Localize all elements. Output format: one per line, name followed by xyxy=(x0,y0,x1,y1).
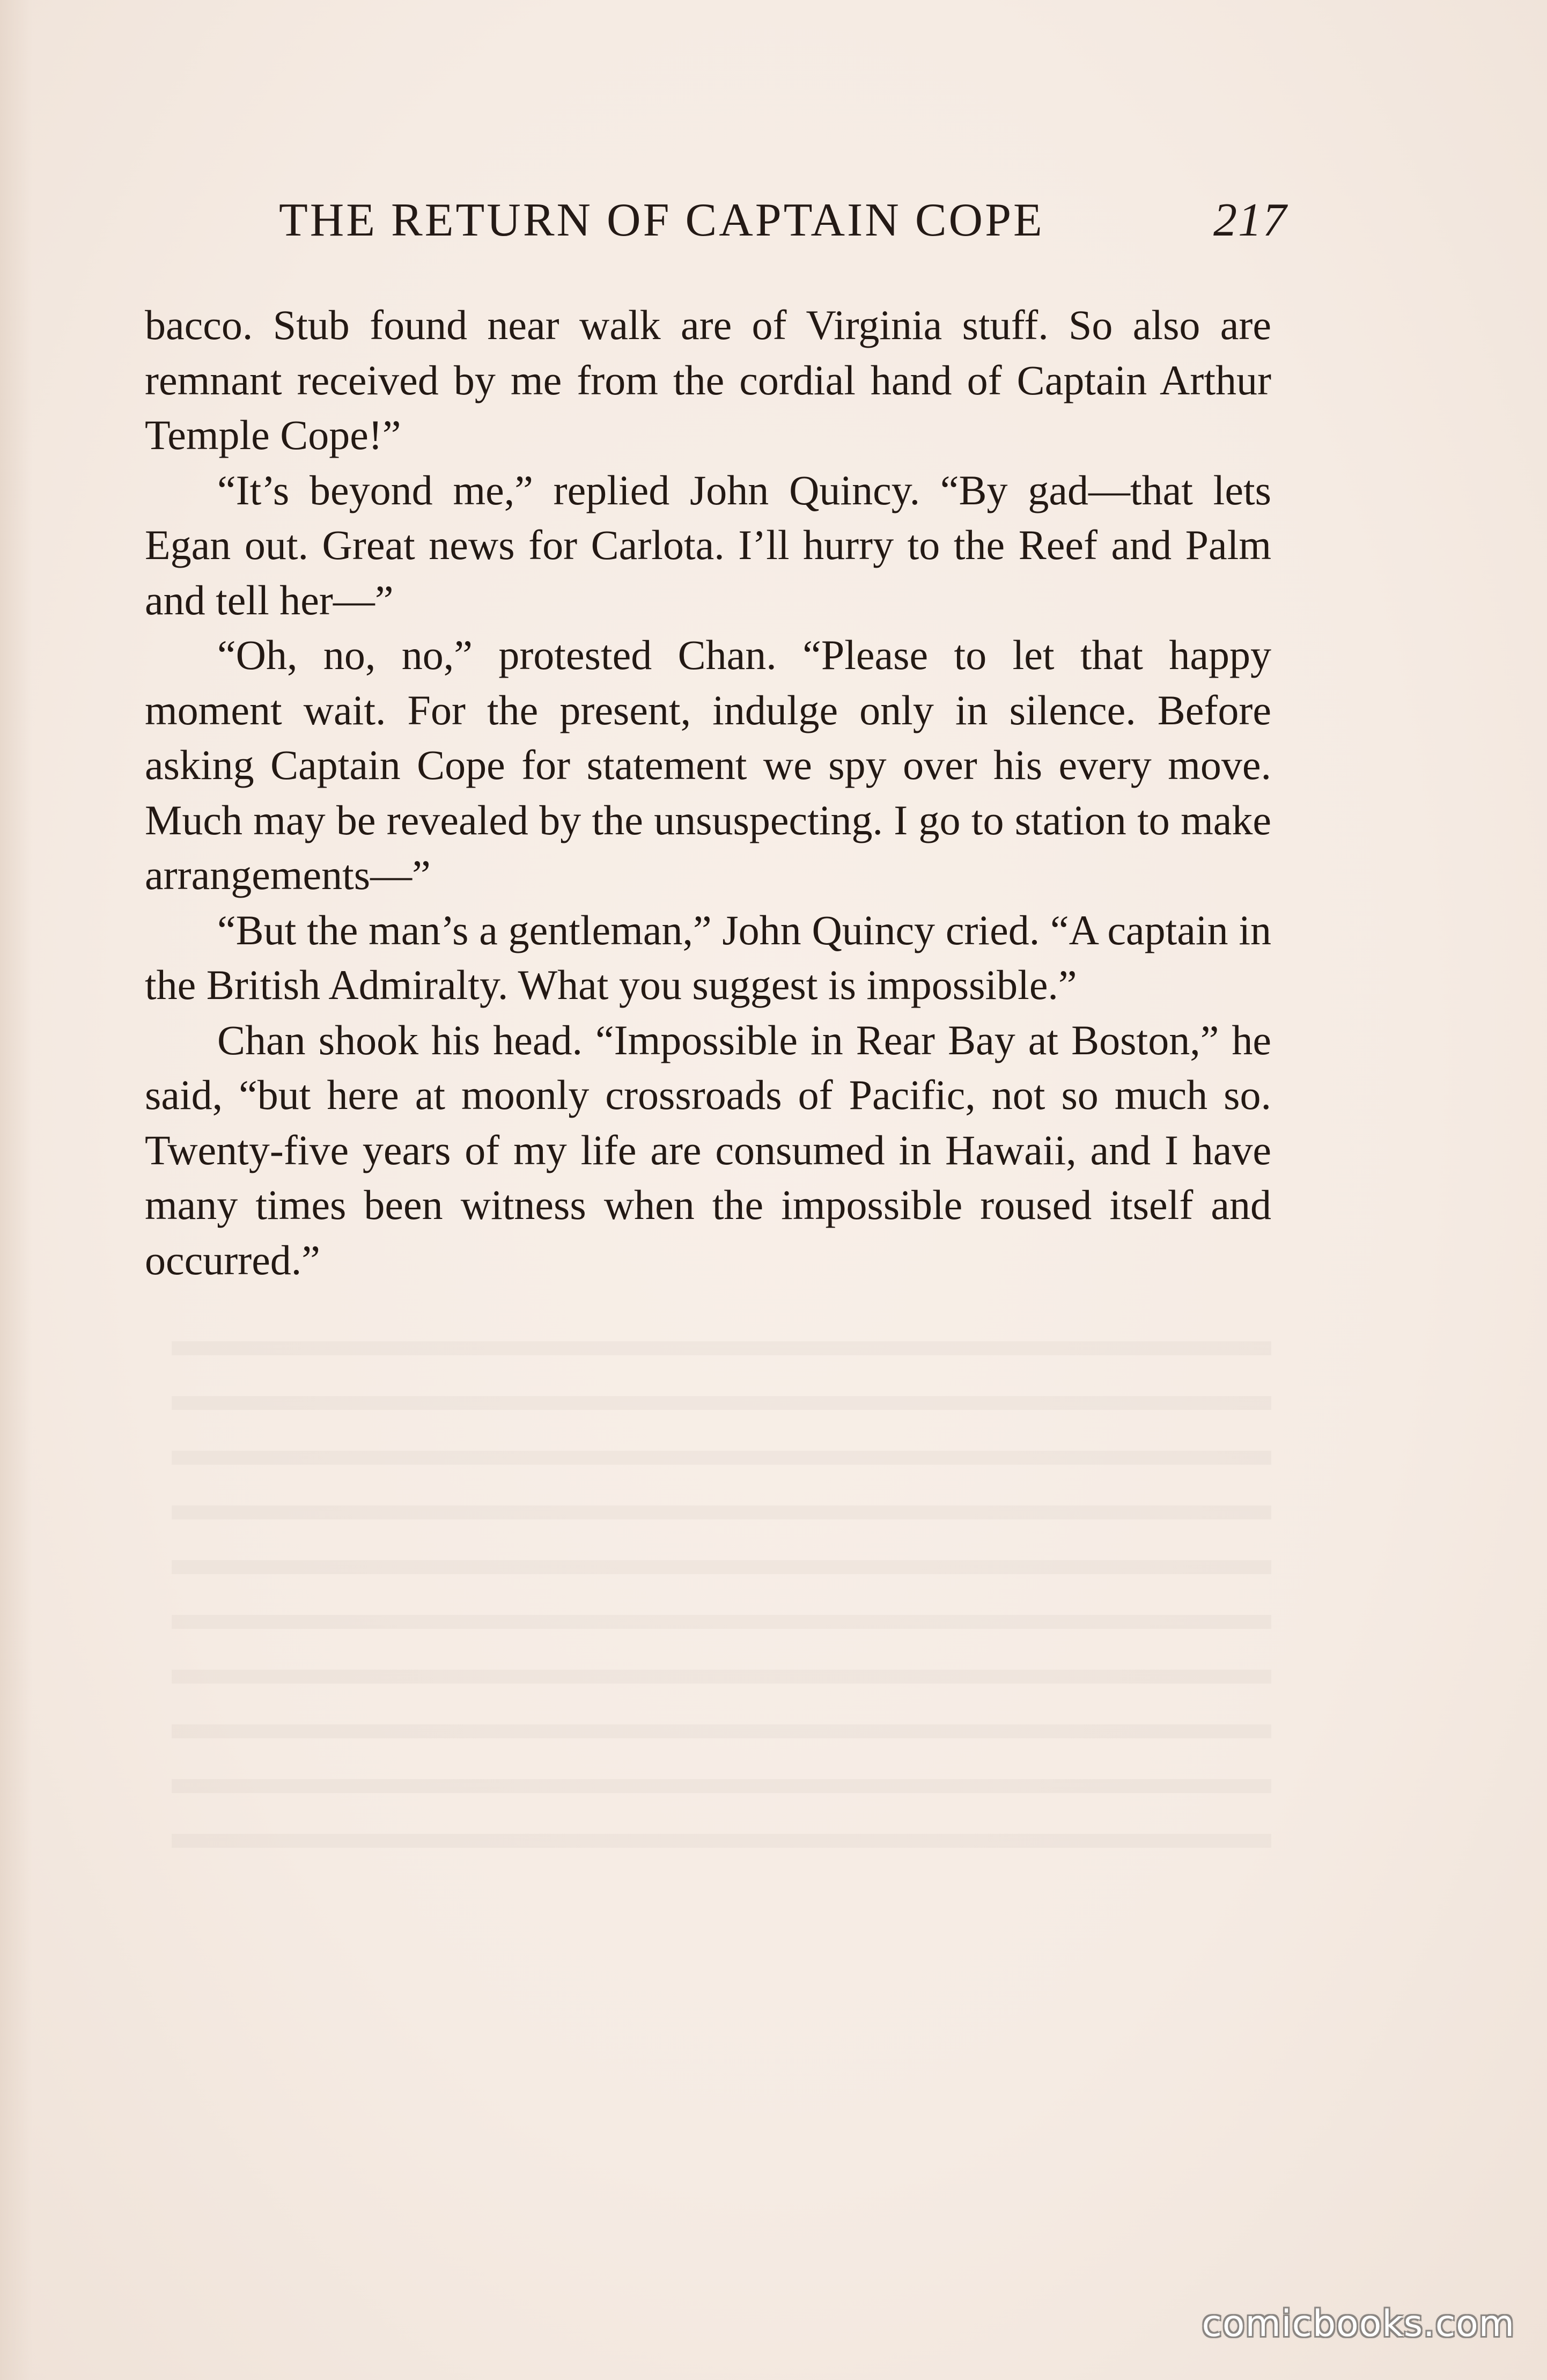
page-number: 217 xyxy=(1213,194,1287,246)
paragraph: Chan shook his head. “Impossible in Rear Bay at Boston,” he said, “but here at moonly crossroads of Pacific, not so much so. Twenty-five years of my life are consumed in Hawaii, and I have many times been witness when the impossible roused itself and occurred.” xyxy=(145,1016,1271,1283)
page-edge-shadow xyxy=(0,0,32,2380)
body-text xyxy=(145,298,1271,1288)
paragraph: “It’s beyond me,” replied John Quincy. “By gad—that lets Egan out. Great news for Carlota. I’ll hurry to the Reef and Palm and tell her—” xyxy=(145,466,1271,623)
paragraph: “But the man’s a gentleman,” John Quincy cried. “A captain in the British Admiralty. What you suggest is impossible.” xyxy=(145,906,1271,1008)
paragraph: bacco. Stub found near walk are of Virginia stuff. So also are remnant received by me from the cordial hand of Captain Arthur Temple Cope!” xyxy=(145,302,1271,458)
running-head: THE RETURN OF CAPTAIN COPE xyxy=(279,194,1044,246)
show-through-text xyxy=(172,1341,1271,1878)
page-header xyxy=(145,193,1287,258)
watermark: comicbooks.com xyxy=(1202,2303,1515,2345)
paragraph: “Oh, no, no,” protested Chan. “Please to let that happy moment wait. For the present, indulge only in silence. Before asking Captain Cope for statement we spy over his every move. Much may be revealed by the unsuspecting. I go to station to make arrangements—” xyxy=(145,631,1271,898)
